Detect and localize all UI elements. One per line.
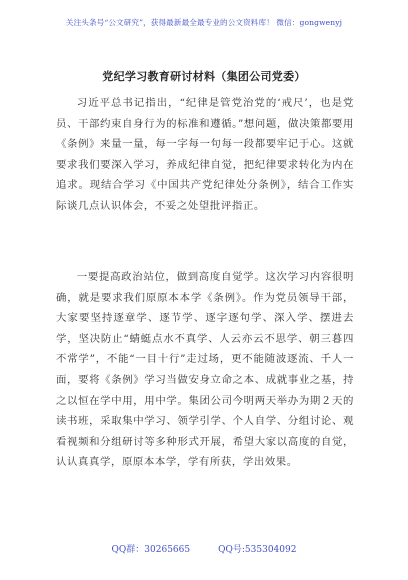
document-title: 党纪学习教育研讨材料（集团公司党委） <box>102 70 306 83</box>
header-notice: 关注头条号“公文研究”，获得最新最全最专业的公文资料库！ 微信：gongwenyj <box>65 17 343 27</box>
header-bar <box>0 0 408 44</box>
footer <box>0 542 408 555</box>
paragraph: 习近平总书记指出，“纪律是管党治党的‘戒尺’，也是党员、干部约束自身行为的标准和遵循。”想问题，做决策都要用《条例》来量一量，每一字每一句每一段都要牢记于心。这就要求我们要深入学习，养成纪律自觉，把纪律要求转化为内在追求。现结合学习《中国共产党纪律处分条例》，结合工作实际谈几点认识体会，不妥之处望批评指正。 <box>56 97 354 212</box>
paragraph: 一要提高政治站位，做到高度自觉学。这次学习内容很明确，就是要求我们原原本本学《条例》。作为党员领导干部，大家要坚持逐章学、逐节学、逐字逐句学、深入学、摆进去学，坚决防止“蜻蜓点水不真学、人云亦云不思学、朝三暮四不常学”，不能“一目十行”走过场，更不能随波逐流、千人一面，要将《条例》学习当做安身立命之本、成就事业之基，持之以恒在学中用，用中学。集团公司今明两天举办为期２天的读书班，采取集中学习、领学引学、个人自学、分组讨论、观看视频和分组研讨等多种形式开展，希望大家以高度的自觉，认认真真学，原原本本学，学有所获，学出效果。 <box>56 271 354 469</box>
footer-qq-group: QQ群：30265665 <box>111 545 191 555</box>
footer-qq: QQ号:535304092 <box>218 545 297 555</box>
